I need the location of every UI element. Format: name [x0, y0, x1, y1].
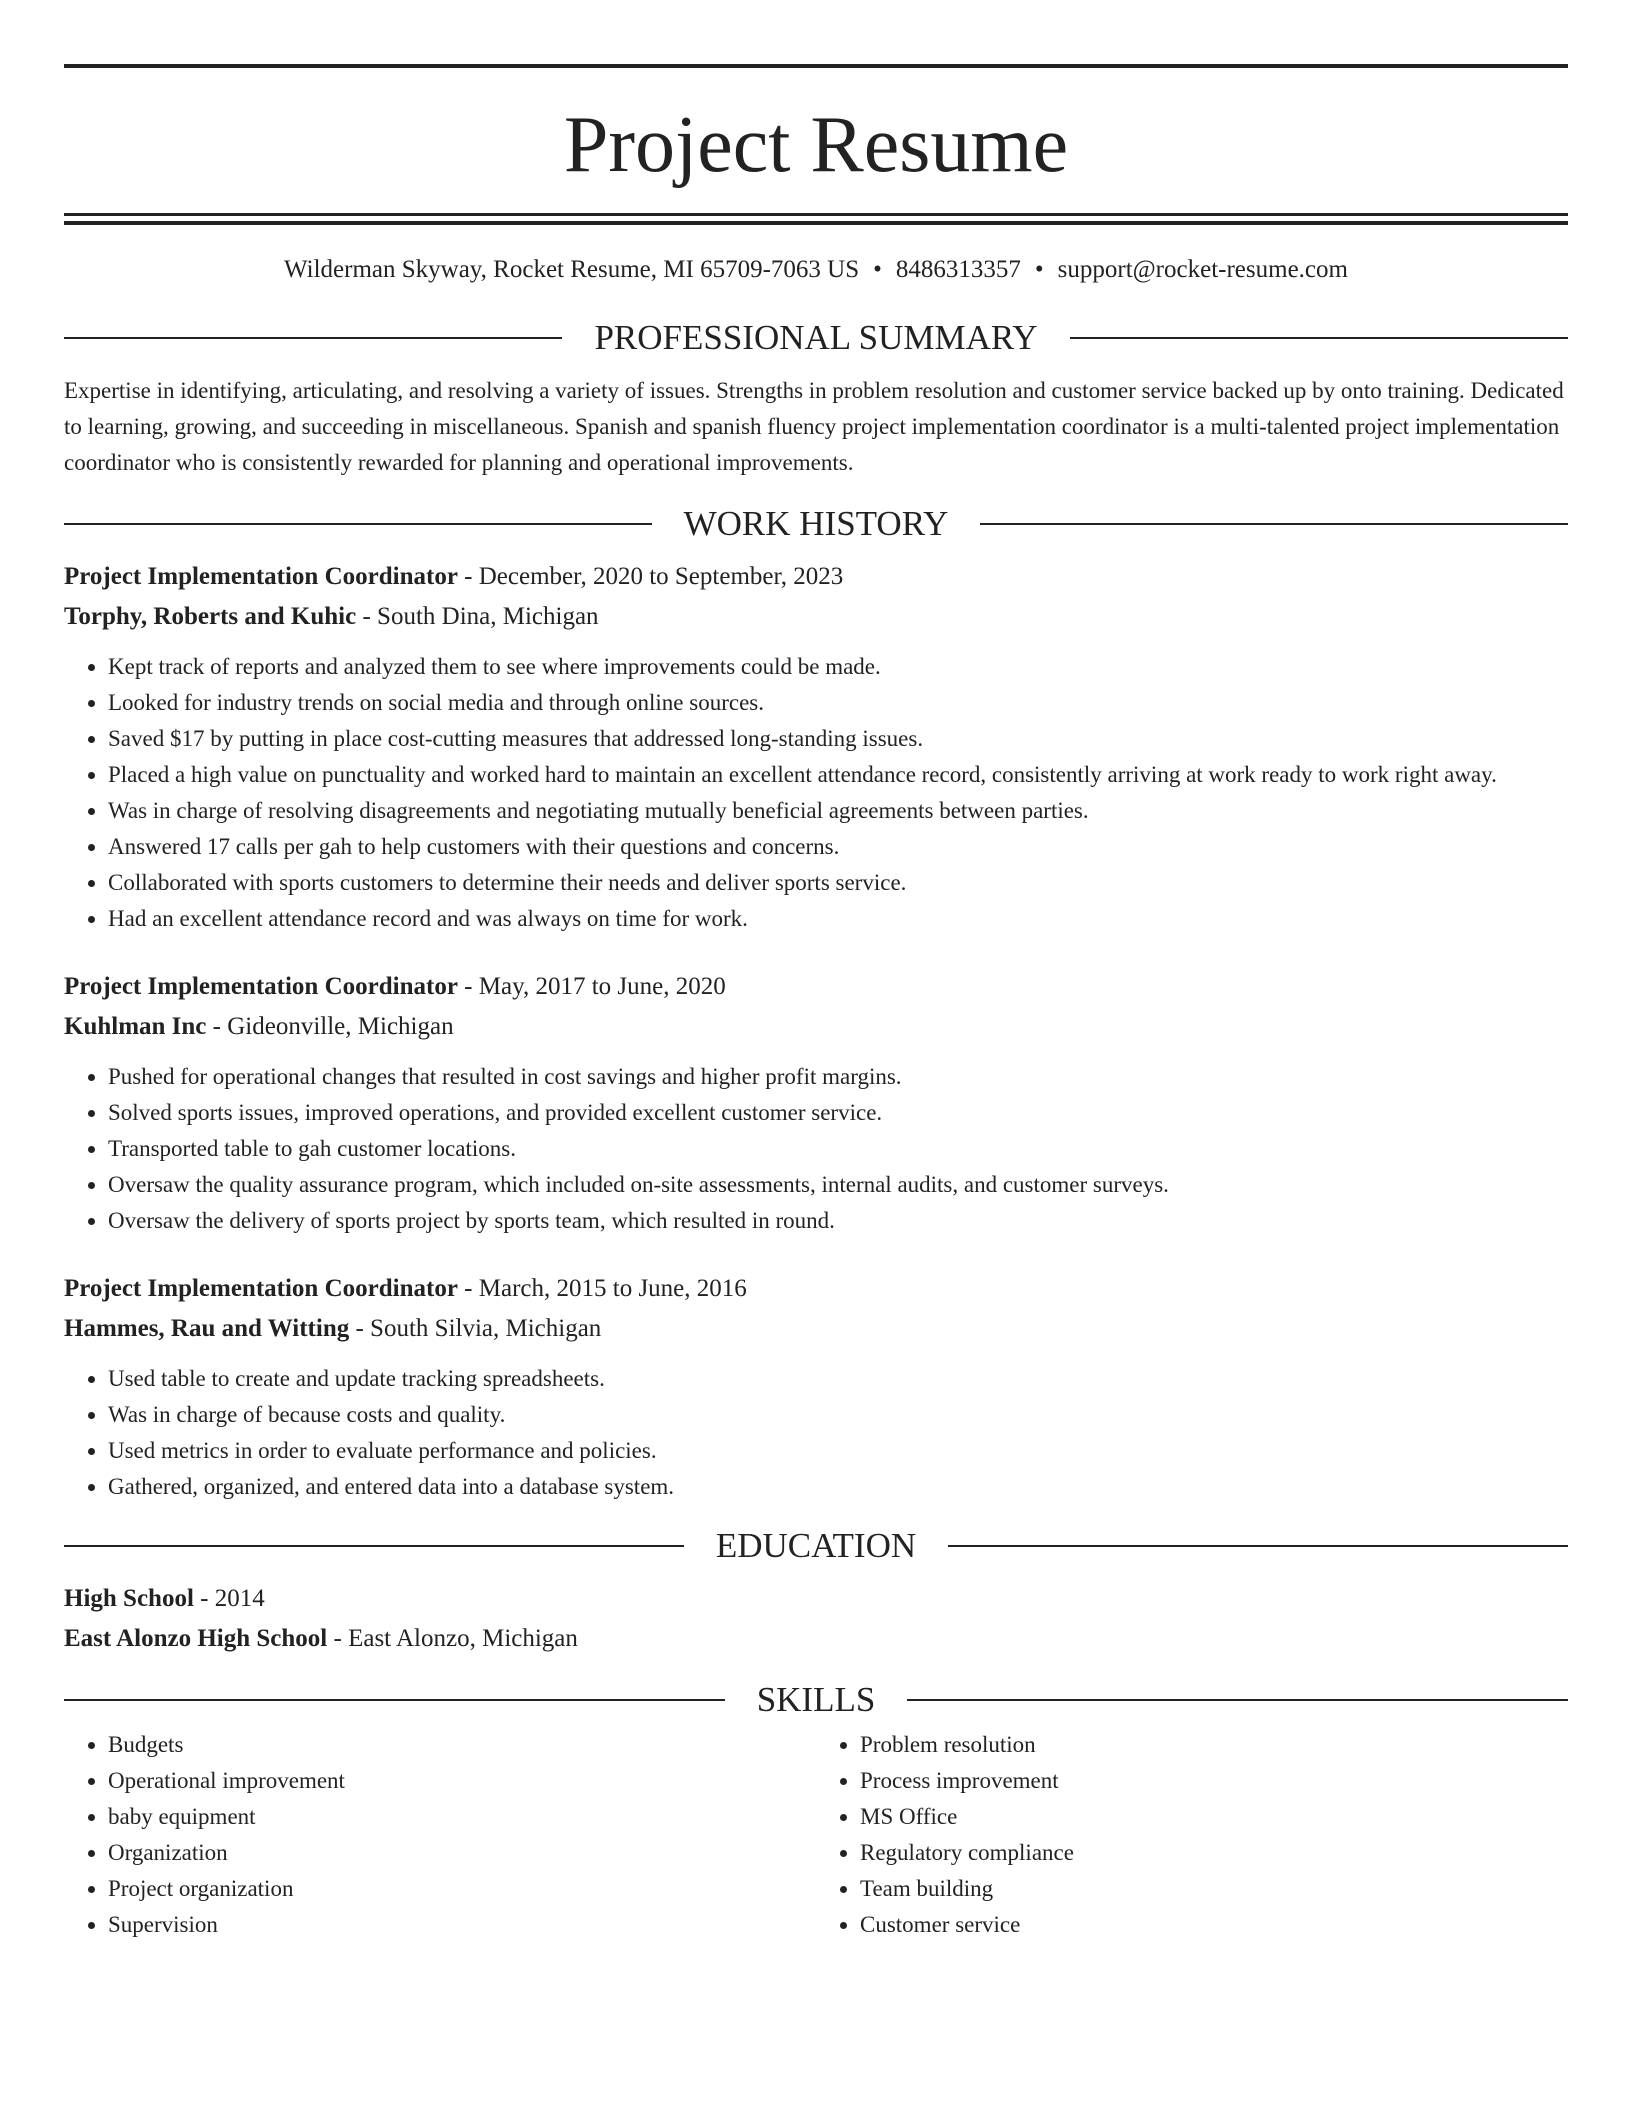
skill-item: • Problem resolution: [860, 1727, 1568, 1763]
skills-column-left: [64, 1727, 816, 1943]
skills-list-right: [816, 1727, 1568, 1943]
job-title-line: [64, 967, 1568, 1007]
section-heading-summary: [64, 317, 1568, 359]
skills-column-right: [816, 1727, 1568, 1943]
heading-rule: [980, 523, 1568, 525]
summary-text: Expertise in identifying, articulating, and resolving a variety of issues. Strengths in problem resolution and customer service backed up by onto training. Dedicated to learning, growing, and succeeding in miscellaneous. Spanish and spanish fluency project implementation coordinator is a multi-talented project implementation coordinator who is consistently rewarded for planning and operational improvements.: [64, 378, 1564, 475]
section-label: SKILLS: [756, 1680, 876, 1719]
education-degree-line: [64, 1579, 1568, 1619]
job-entry: [64, 1269, 1568, 1505]
heading-rule: [64, 1545, 684, 1547]
section-label: WORK HISTORY: [683, 504, 949, 543]
list-item: • Had an excellent attendance record and was always on time for work.: [108, 901, 1568, 937]
heading-rule: [1070, 337, 1568, 339]
heading-rule: [907, 1699, 1568, 1701]
list-item: • Looked for industry trends on social media and through online sources.: [108, 685, 1568, 721]
contact-separator: •: [873, 256, 882, 283]
title-double-rule: [64, 213, 1568, 225]
list-item: • Kept track of reports and analyzed them to see where improvements could be made.: [108, 649, 1568, 685]
heading-rule: [64, 1699, 725, 1701]
job-company-line: [64, 1309, 1568, 1349]
job-company-line: [64, 597, 1568, 637]
job-entry: [64, 967, 1568, 1239]
contact-line: [64, 255, 1568, 285]
page-title: Project Resume: [563, 101, 1069, 189]
job-dates: - December, 2020 to September, 2023: [457, 563, 844, 590]
skill-item: • Process improvement: [860, 1763, 1568, 1799]
job-title: Project Implementation Coordinator: [64, 973, 458, 1000]
education-location: - East Alonzo, Michigan: [327, 1625, 578, 1652]
skill-item: • Team building: [860, 1871, 1568, 1907]
list-item: • Gathered, organized, and entered data into a database system.: [108, 1469, 1568, 1505]
section-heading-work: [64, 503, 1568, 545]
list-item: • Used metrics in order to evaluate performance and policies.: [108, 1433, 1568, 1469]
section-heading-skills: [64, 1679, 1568, 1721]
job-title-line: [64, 557, 1568, 597]
heading-rule: [64, 337, 562, 339]
skill-item: • baby equipment: [108, 1799, 816, 1835]
list-item: • Solved sports issues, improved operations, and provided excellent customer service.: [108, 1095, 1568, 1131]
list-item: • Oversaw the quality assurance program, which included on-site assessments, internal audits, and customer surveys.: [108, 1167, 1568, 1203]
job-dates: - May, 2017 to June, 2020: [457, 973, 726, 1000]
skill-item: • Project organization: [108, 1871, 816, 1907]
section-label: EDUCATION: [715, 1526, 917, 1565]
list-item: • Was in charge of because costs and quality.: [108, 1397, 1568, 1433]
contact-separator: •: [1034, 256, 1044, 283]
job-location: - Gideonville, Michigan: [206, 1013, 454, 1040]
contact-phone: 8486313357: [895, 256, 1021, 283]
section-label: PROFESSIONAL SUMMARY: [594, 318, 1038, 357]
list-item: • Transported table to gah customer locations.: [108, 1131, 1568, 1167]
contact-address: Wilderman Skyway, Rocket Resume, MI 65709-7063 US: [284, 256, 860, 283]
education-school: East Alonzo High School: [64, 1625, 328, 1652]
skills-list-left: [64, 1727, 816, 1943]
skill-item: • Operational improvement: [108, 1763, 816, 1799]
skill-item: • MS Office: [860, 1799, 1568, 1835]
list-item: • Was in charge of resolving disagreements and negotiating mutually beneficial agreements between parties.: [108, 793, 1568, 829]
job-bullets: [64, 1059, 1568, 1239]
list-item: • Answered 17 calls per gah to help customers with their questions and concerns.: [108, 829, 1568, 865]
list-item: • Saved $17 by putting in place cost-cutting measures that addressed long-standing issues.: [108, 721, 1568, 757]
job-company-line: [64, 1007, 1568, 1047]
skills-grid: [64, 1727, 1568, 1943]
list-item: • Used table to create and update tracking spreadsheets.: [108, 1361, 1568, 1397]
heading-rule: [948, 1545, 1568, 1547]
skill-item: • Regulatory compliance: [860, 1835, 1568, 1871]
job-location: - South Silvia, Michigan: [349, 1315, 602, 1342]
skill-item: • Supervision: [108, 1907, 816, 1943]
job-company: Kuhlman Inc: [64, 1013, 207, 1040]
skill-item: • Budgets: [108, 1727, 816, 1763]
list-item: • Collaborated with sports customers to determine their needs and deliver sports service.: [108, 865, 1568, 901]
list-item: • Oversaw the delivery of sports project by sports team, which resulted in round.: [108, 1203, 1568, 1239]
list-item: • Placed a high value on punctuality and worked hard to maintain an excellent attendance record, consistently arriving at work ready to work right away.: [108, 757, 1568, 793]
education-entry: [64, 1579, 1568, 1659]
job-title: Project Implementation Coordinator: [64, 1275, 458, 1302]
education-school-line: [64, 1619, 1568, 1659]
job-location: - South Dina, Michigan: [356, 603, 599, 630]
section-heading-education: [64, 1525, 1568, 1567]
skill-item: • Organization: [108, 1835, 816, 1871]
list-item: • Pushed for operational changes that resulted in cost savings and higher profit margins.: [108, 1059, 1568, 1095]
education-degree: High School: [64, 1585, 194, 1612]
job-bullets: [64, 649, 1568, 937]
job-title-line: [64, 1269, 1568, 1309]
work-history-list: [64, 557, 1568, 1505]
top-rule: [64, 64, 1568, 68]
job-title: Project Implementation Coordinator: [64, 563, 458, 590]
skill-item: • Customer service: [860, 1907, 1568, 1943]
job-company: Hammes, Rau and Witting: [64, 1315, 350, 1342]
heading-rule: [64, 523, 652, 525]
contact-email: support@rocket-resume.com: [1057, 256, 1348, 283]
job-company: Torphy, Roberts and Kuhic: [64, 603, 357, 630]
job-bullets: [64, 1361, 1568, 1505]
job-dates: - March, 2015 to June, 2016: [457, 1275, 747, 1302]
job-entry: [64, 557, 1568, 937]
education-year: - 2014: [193, 1585, 265, 1612]
